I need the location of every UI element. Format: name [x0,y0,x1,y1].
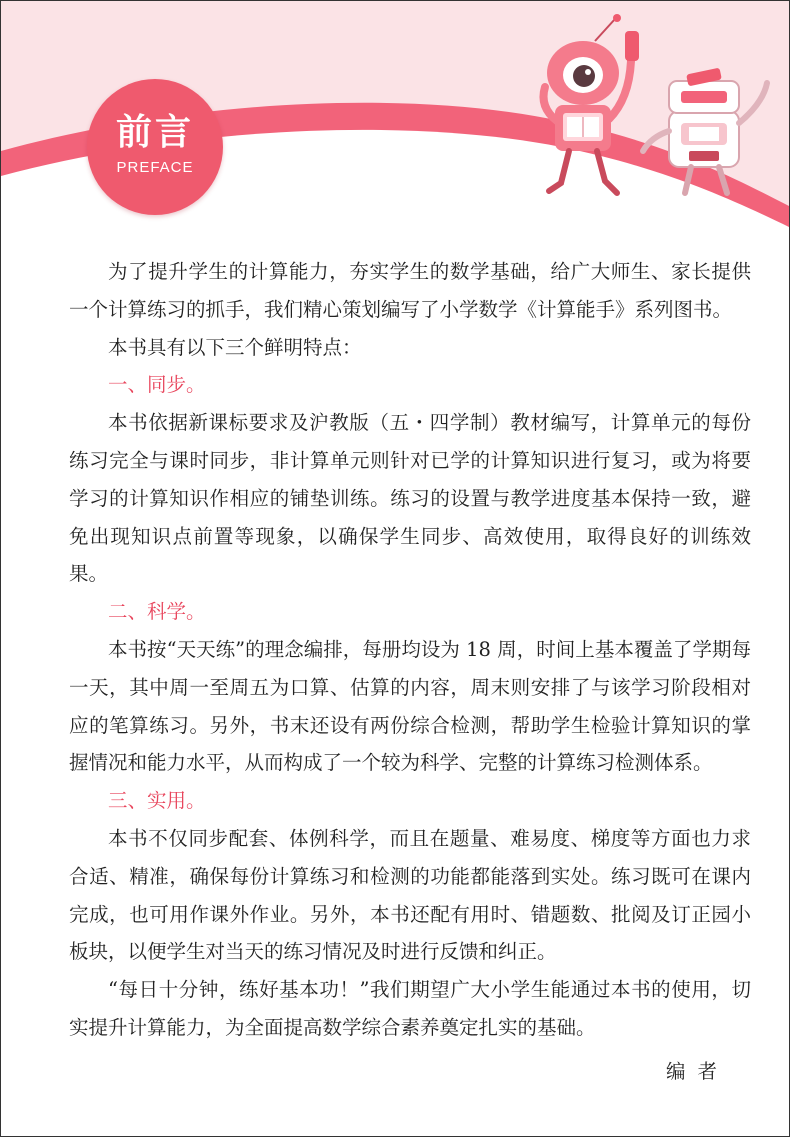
heading-sync: 一、同步。 [108,373,206,397]
author-signature: 编者 [665,1059,729,1083]
badge-subtitle: PREFACE [116,158,194,176]
white-robot-icon [643,68,767,193]
paragraph-intro: 为了提升学生的计算能力，夯实学生的数学基础，给广大师生、家长提供一个计算练习的抓手，我们精心策划编写了小学数学《计算能手》系列图书。 [69,260,751,321]
paragraph-closing: “每日十分钟，练好基本功！”我们期望广大小学生能通过本书的使用，切实提升计算能力，为全面提高数学综合素养奠定扎实的基础。 [69,978,751,1039]
paragraph-science: 本书按“天天练”的理念编排，每册均设为 18 周，时间上基本覆盖了学期每一天，其中周一至周五为口算、估算的内容，周末则安排了与该学习阶段相对应的笔算练习。另外，书末还设有两份综合检测，帮助学生检验计算知识的掌握情况和能力水平，从而构成了一个较为科学、完整的计算练习检测体系。 [69,637,751,775]
badge-title: 前言 [115,111,194,153]
heading-practical: 三、实用。 [108,789,206,813]
pink-robot-icon [544,14,640,193]
robot-illustration [531,11,789,211]
heading-science: 二、科学。 [108,600,206,624]
paragraph-sync: 本书依据新课标要求及沪教版（五・四学制）教材编写，计算单元的每份练习完全与课时同步，非计算单元则针对已学的计算知识进行复习，或为将要学习的计算知识作相应的铺垫训练。练习的设置与教学进度基本保持一致，避免出现知识点前置等现象，以确保学生同步、高效使用，取得良好的训练效果。 [69,411,751,586]
header-banner [1,1,789,241]
preface-body [69,253,751,1091]
paragraph-features-lead: 本书具有以下三个鲜明特点： [108,335,362,359]
preface-badge [87,79,223,215]
paragraph-practical: 本书不仅同步配套、体例科学，而且在题量、难易度、梯度等方面也力求合适、精准，确保每份计算练习和检测的功能都能落到实处。练习既可在课内完成，也可用作课外作业。另外，本书还配有用时、错题数、批阅及订正园小板块，以便学生对当天的练习情况及时进行反馈和纠正。 [69,826,751,964]
